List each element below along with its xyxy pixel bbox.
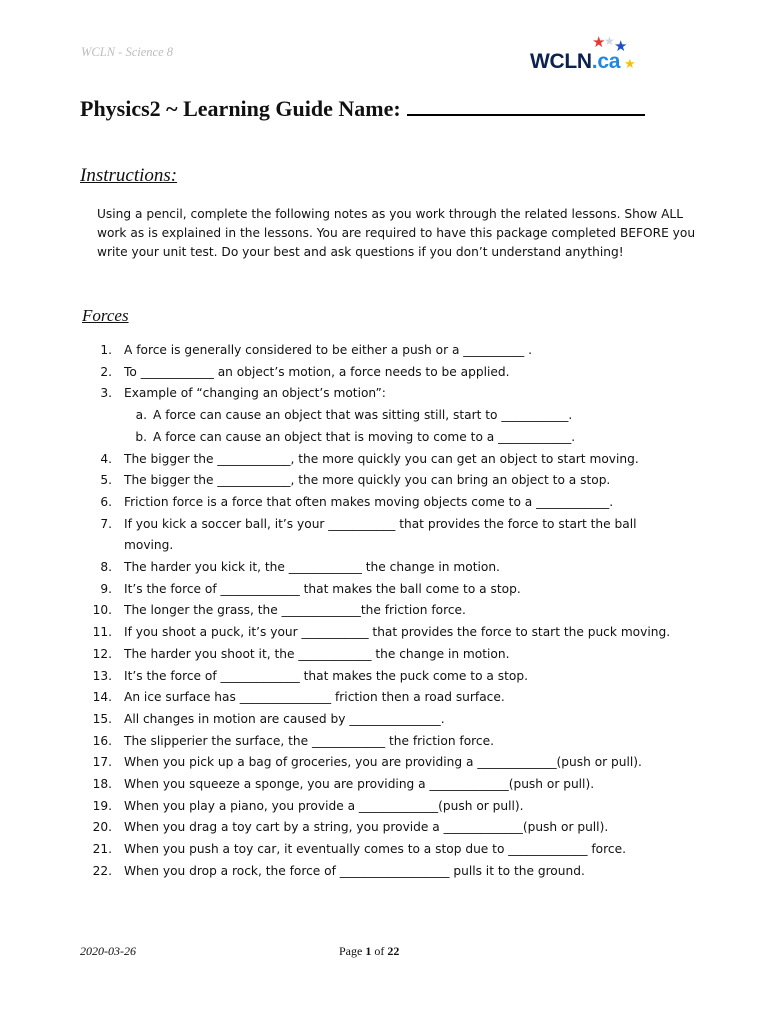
- question-text: When you pick up a bag of groceries, you are providing a _____________(push or pull).: [124, 755, 642, 770]
- question-number: 21.: [92, 842, 112, 857]
- question-number: 16.: [92, 733, 112, 748]
- question-text: When you play a piano, you provide a _____________(push or pull).: [124, 798, 524, 813]
- wcln-logo: [530, 36, 640, 78]
- logo-wordmark: WCLN.ca: [530, 50, 621, 73]
- question-text: If you kick a soccer ball, it’s your ___________ that provides the force to start the ball: [124, 516, 637, 531]
- question-text: The harder you kick it, the ____________ the change in motion.: [124, 560, 500, 574]
- question-number: 10.: [92, 603, 112, 618]
- instructions-text: Using a pencil, complete the following notes as you work through the related lessons. Show ALL work as is explained in the lessons. You are required to have this package completed BEFORE you write your unit test. Do your best and ask questions if you don’t understand anything!: [97, 207, 696, 259]
- question-text: The harder you shoot it, the ____________ the change in motion.: [124, 646, 510, 661]
- question-text: All changes in motion are caused by _______________.: [124, 711, 445, 726]
- question-number: 9.: [100, 581, 112, 596]
- question-number: b.: [135, 429, 147, 444]
- question-text: When you drop a rock, the force of __________________ pulls it to the ground.: [124, 863, 585, 878]
- question-text: An ice surface has _______________ friction then a road surface.: [124, 690, 505, 705]
- question-text: A force can cause an object that is moving to come to a ____________.: [153, 429, 576, 444]
- question-number: 5.: [100, 473, 112, 488]
- question-text: Example of “changing an object’s motion”:: [124, 386, 386, 401]
- question-number: 14.: [92, 690, 112, 705]
- question-text: It’s the force of _____________ that makes the ball come to a stop.: [124, 581, 521, 596]
- question-text: It’s the force of _____________ that makes the puck come to a stop.: [124, 668, 528, 683]
- question-number: 19.: [92, 798, 112, 813]
- question-text: When you drag a toy cart by a string, you provide a _____________(push or pull).: [124, 820, 609, 835]
- question-text: If you shoot a puck, it’s your ___________ that provides the force to start the puck moving.: [124, 625, 671, 640]
- blue-star-icon: ★: [614, 39, 628, 55]
- question-number: 8.: [100, 560, 112, 574]
- page-title: Physics2 ~ Learning Guide Name:: [80, 96, 645, 122]
- question-text: moving.: [124, 538, 174, 553]
- white-star-icon: ★: [604, 34, 615, 48]
- question-number: 3.: [100, 386, 112, 401]
- question-number: a.: [135, 408, 147, 423]
- red-star-icon: ★: [592, 35, 606, 51]
- question-text: The bigger the ____________, the more quickly you can get an object to start moving.: [124, 451, 639, 466]
- course-header: WCLN - Science 8: [81, 45, 173, 59]
- question-number: 2.: [100, 364, 112, 379]
- footer-date: 2020-03-26: [80, 944, 136, 958]
- forces-heading: Forces: [82, 306, 129, 325]
- question-text: The longer the grass, the _____________the friction force.: [124, 603, 466, 618]
- question-text: A force can cause an object that was sitting still, start to ___________.: [153, 408, 573, 423]
- page-number: Page 1 of 22: [339, 944, 400, 958]
- question-number: 15.: [92, 711, 112, 726]
- question-text: To ____________ an object’s motion, a force needs to be applied.: [124, 364, 510, 379]
- question-number: 11.: [92, 625, 112, 640]
- question-number: 7.: [100, 516, 112, 531]
- question-number: 20.: [92, 820, 112, 835]
- question-number: 13.: [92, 668, 112, 683]
- question-number: 12.: [92, 646, 112, 661]
- question-number: 4.: [100, 451, 112, 466]
- question-text: Friction force is a force that often makes moving objects come to a ____________.: [124, 494, 614, 509]
- yellow-star-icon: ★: [624, 56, 636, 71]
- question-text: The slipperier the surface, the ____________ the friction force.: [124, 733, 494, 748]
- instructions-heading: Instructions:: [80, 165, 178, 186]
- question-text: When you push a toy car, it eventually comes to a stop due to _____________ force.: [124, 842, 626, 857]
- question-number: 6.: [100, 494, 112, 509]
- question-text: When you squeeze a sponge, you are providing a _____________(push or pull).: [124, 777, 595, 791]
- question-number: 18.: [92, 777, 112, 791]
- question-number: 1.: [100, 343, 112, 357]
- name-field-line[interactable]: [407, 96, 645, 116]
- question-number: 22.: [92, 863, 112, 878]
- question-text: The bigger the ____________, the more quickly you can bring an object to a stop.: [124, 473, 611, 488]
- question-text: A force is generally considered to be either a push or a __________ .: [124, 343, 532, 357]
- question-number: 17.: [92, 755, 112, 770]
